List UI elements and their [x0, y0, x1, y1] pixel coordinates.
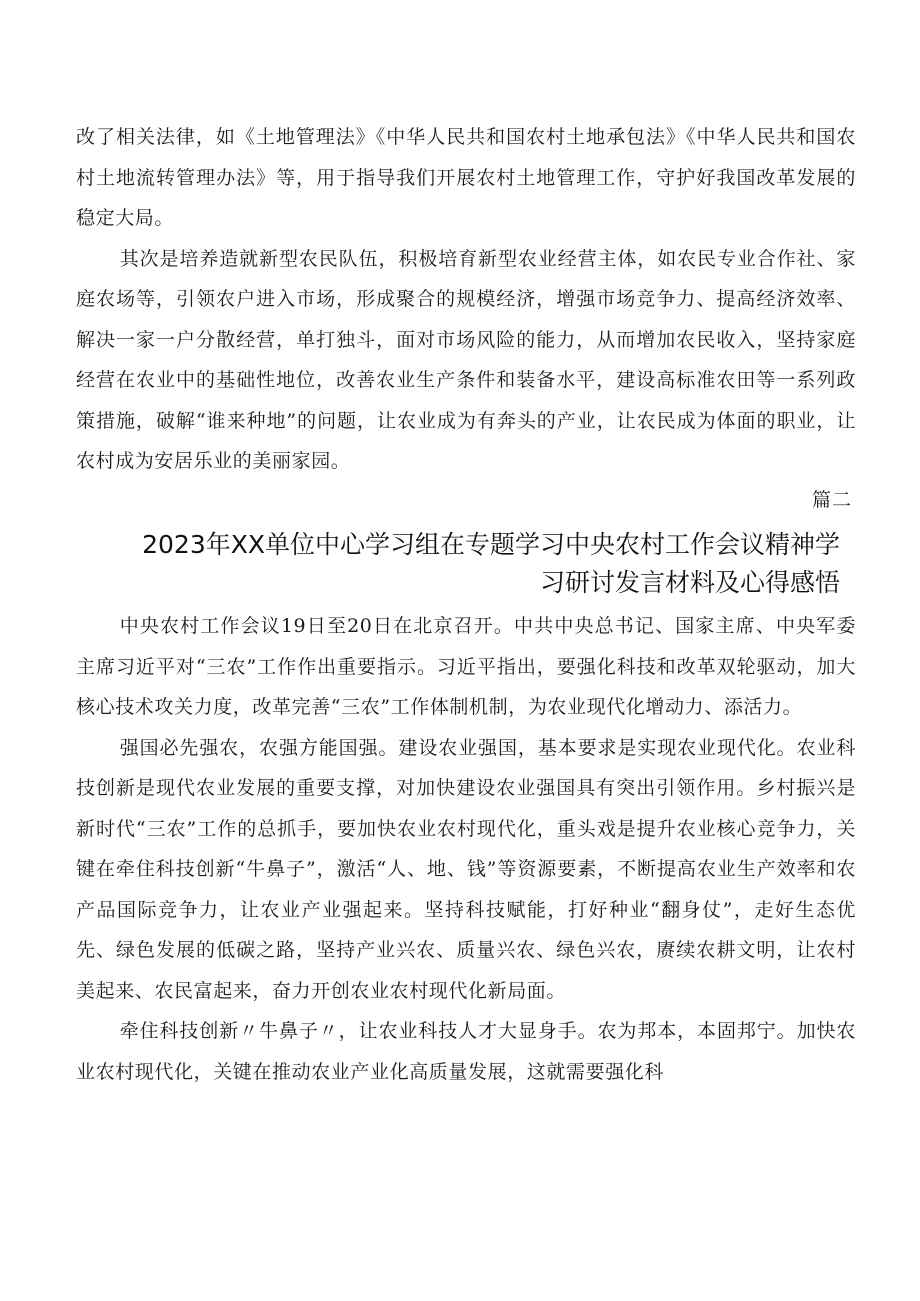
section-label: 篇二 — [811, 489, 852, 511]
title-line-1: 2023年XX单位中心学习组在专题学习中央农村工作会议精神学 — [142, 530, 840, 559]
document-title — [76, 526, 840, 602]
paragraph-tech-innovation: 牵住科技创新〃牛鼻子〃，让农业科技人才大显身手。农为邦本，本固邦宁。加快农业农村现代化，关键在推动农业产业化高质量发展，这就需要强化科 — [76, 1020, 856, 1083]
paragraph-new-farmers: 其次是培养造就新型农民队伍，积极培育新型农业经营主体，如农民专业合作社、家庭农场等，引领农户进入市场，形成聚合的规模经济，增强市场竞争力、提高经济效率、解决一家一户分散经营，单打独斗，面对市场风险的能力，从而增加农民收入，坚持家庭经营在农业中的基础性地位，改善农业生产条件和装备水平，建设高标准农田等一系列政策措施，破解“谁来种地”的问题，让农业成为有奔头的产业，让农民成为体面的职业，让农村成为安居乐业的美丽家园。 — [76, 247, 856, 472]
bottom-text-block — [76, 606, 856, 1092]
title-line-2: 习研讨发言材料及心得感悟 — [539, 568, 840, 597]
top-text-block — [76, 117, 856, 482]
paragraph-conference: 中央农村工作会议19日至20日在北京召开。中共中央总书记、国家主席、中央军委主席习近平对“三农”工作作出重要指示。习近平指出，要强化科技和改革双轮驱动，加大核心技术攻关力度，改革完善“三农”工作体制机制，为农业现代化增动力、添活力。 — [76, 615, 856, 718]
paragraph-continued: 改了相关法律，如《土地管理法》《中华人民共和国农村土地承包法》《中华人民共和国农村土地流转管理办法》等，用于指导我们开展农村土地管理工作，守护好我国改革发展的稳定大局。 — [76, 126, 856, 229]
paragraph-strong-agriculture: 强国必先强农，农强方能国强。建设农业强国，基本要求是实现农业现代化。农业科技创新是现代农业发展的重要支撑，对加快建设农业强国具有突出引领作用。乡村振兴是新时代“三农”工作的总抓手，要加快农业农村现代化，重头戏是提升农业核心竞争力，关键在牵住科技创新“牛鼻子”，激活“人、地、钱”等资源要素，不断提高农业生产效率和农产品国际竞争力，让农业产业强起来。坚持科技赋能，打好种业“翻身仗”，走好生态优先、绿色发展的低碳之路，坚持产业兴农、质量兴农、绿色兴农，赓续农耕文明，让农村美起来、农民富起来，奋力开创农业农村现代化新局面。 — [76, 736, 856, 1002]
